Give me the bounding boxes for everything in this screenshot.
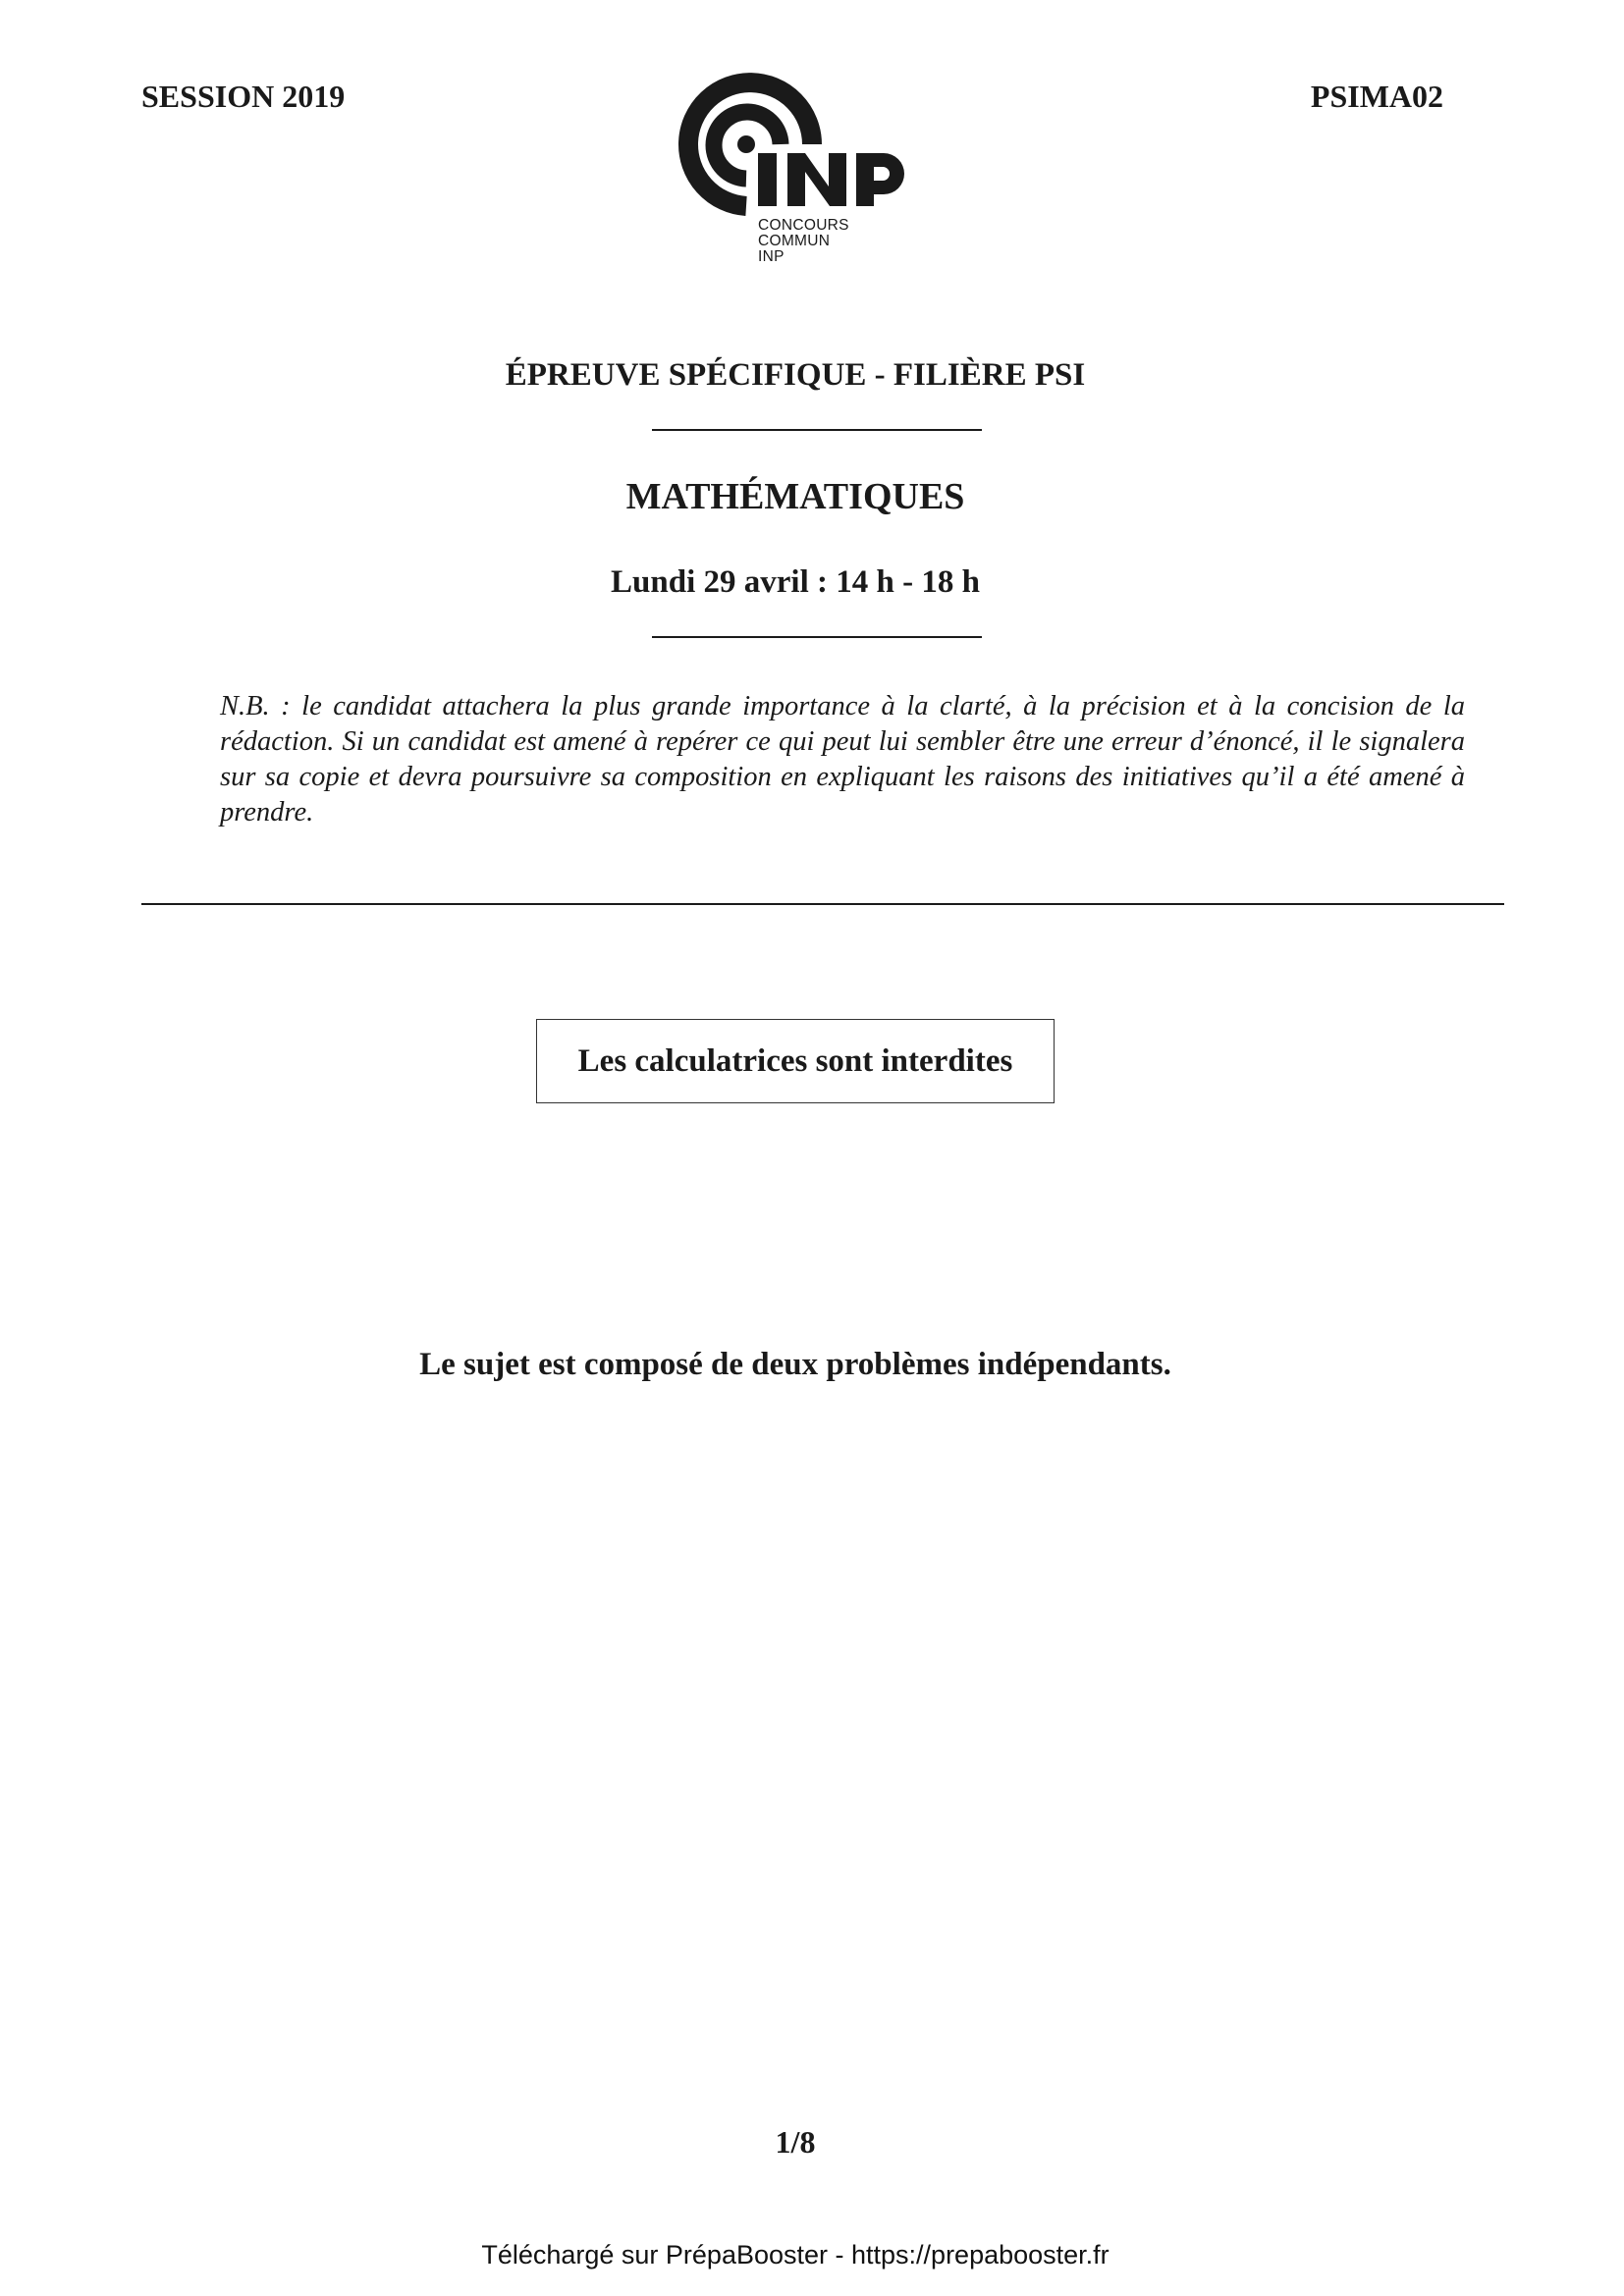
download-footer: Téléchargé sur PrépaBooster - https://prepabooster.fr (481, 2240, 1110, 2269)
divider (652, 636, 982, 638)
logo-caption (758, 218, 849, 265)
subject-title: MATHÉMATIQUES (625, 476, 965, 517)
logo-caption-line: INP (758, 248, 785, 265)
logo-caption-line: CONCOURS (758, 217, 849, 234)
divider (652, 429, 982, 431)
calculator-notice (536, 1019, 1055, 1103)
exam-code: PSIMA02 (1310, 79, 1443, 114)
page-number: 1/8 (775, 2124, 816, 2160)
subject-description: Le sujet est composé de deux problèmes indépendants. (419, 1347, 1171, 1382)
session-label: SESSION 2019 (141, 79, 346, 114)
exam-type: ÉPREUVE SPÉCIFIQUE - FILIÈRE PSI (505, 357, 1086, 393)
logo-caption-line: COMMUN (758, 233, 831, 249)
section-divider (141, 903, 1504, 905)
exam-date: Lundi 29 avril : 14 h - 18 h (611, 564, 980, 600)
calculator-notice-text: Les calculatrices sont interdites (577, 1042, 1013, 1079)
nb-instructions: N.B. : le candidat attachera la plus grande importance à la clarté, à la précision et à la concision de la rédaction. Si un candidat est amené à repérer ce qui peut lui sembler être une erreur d’énoncé, il le signalera sur sa copie et devra poursuivre sa composition en expliquant les raisons des initiatives qu’il a été amené à prendre. (220, 691, 1465, 828)
